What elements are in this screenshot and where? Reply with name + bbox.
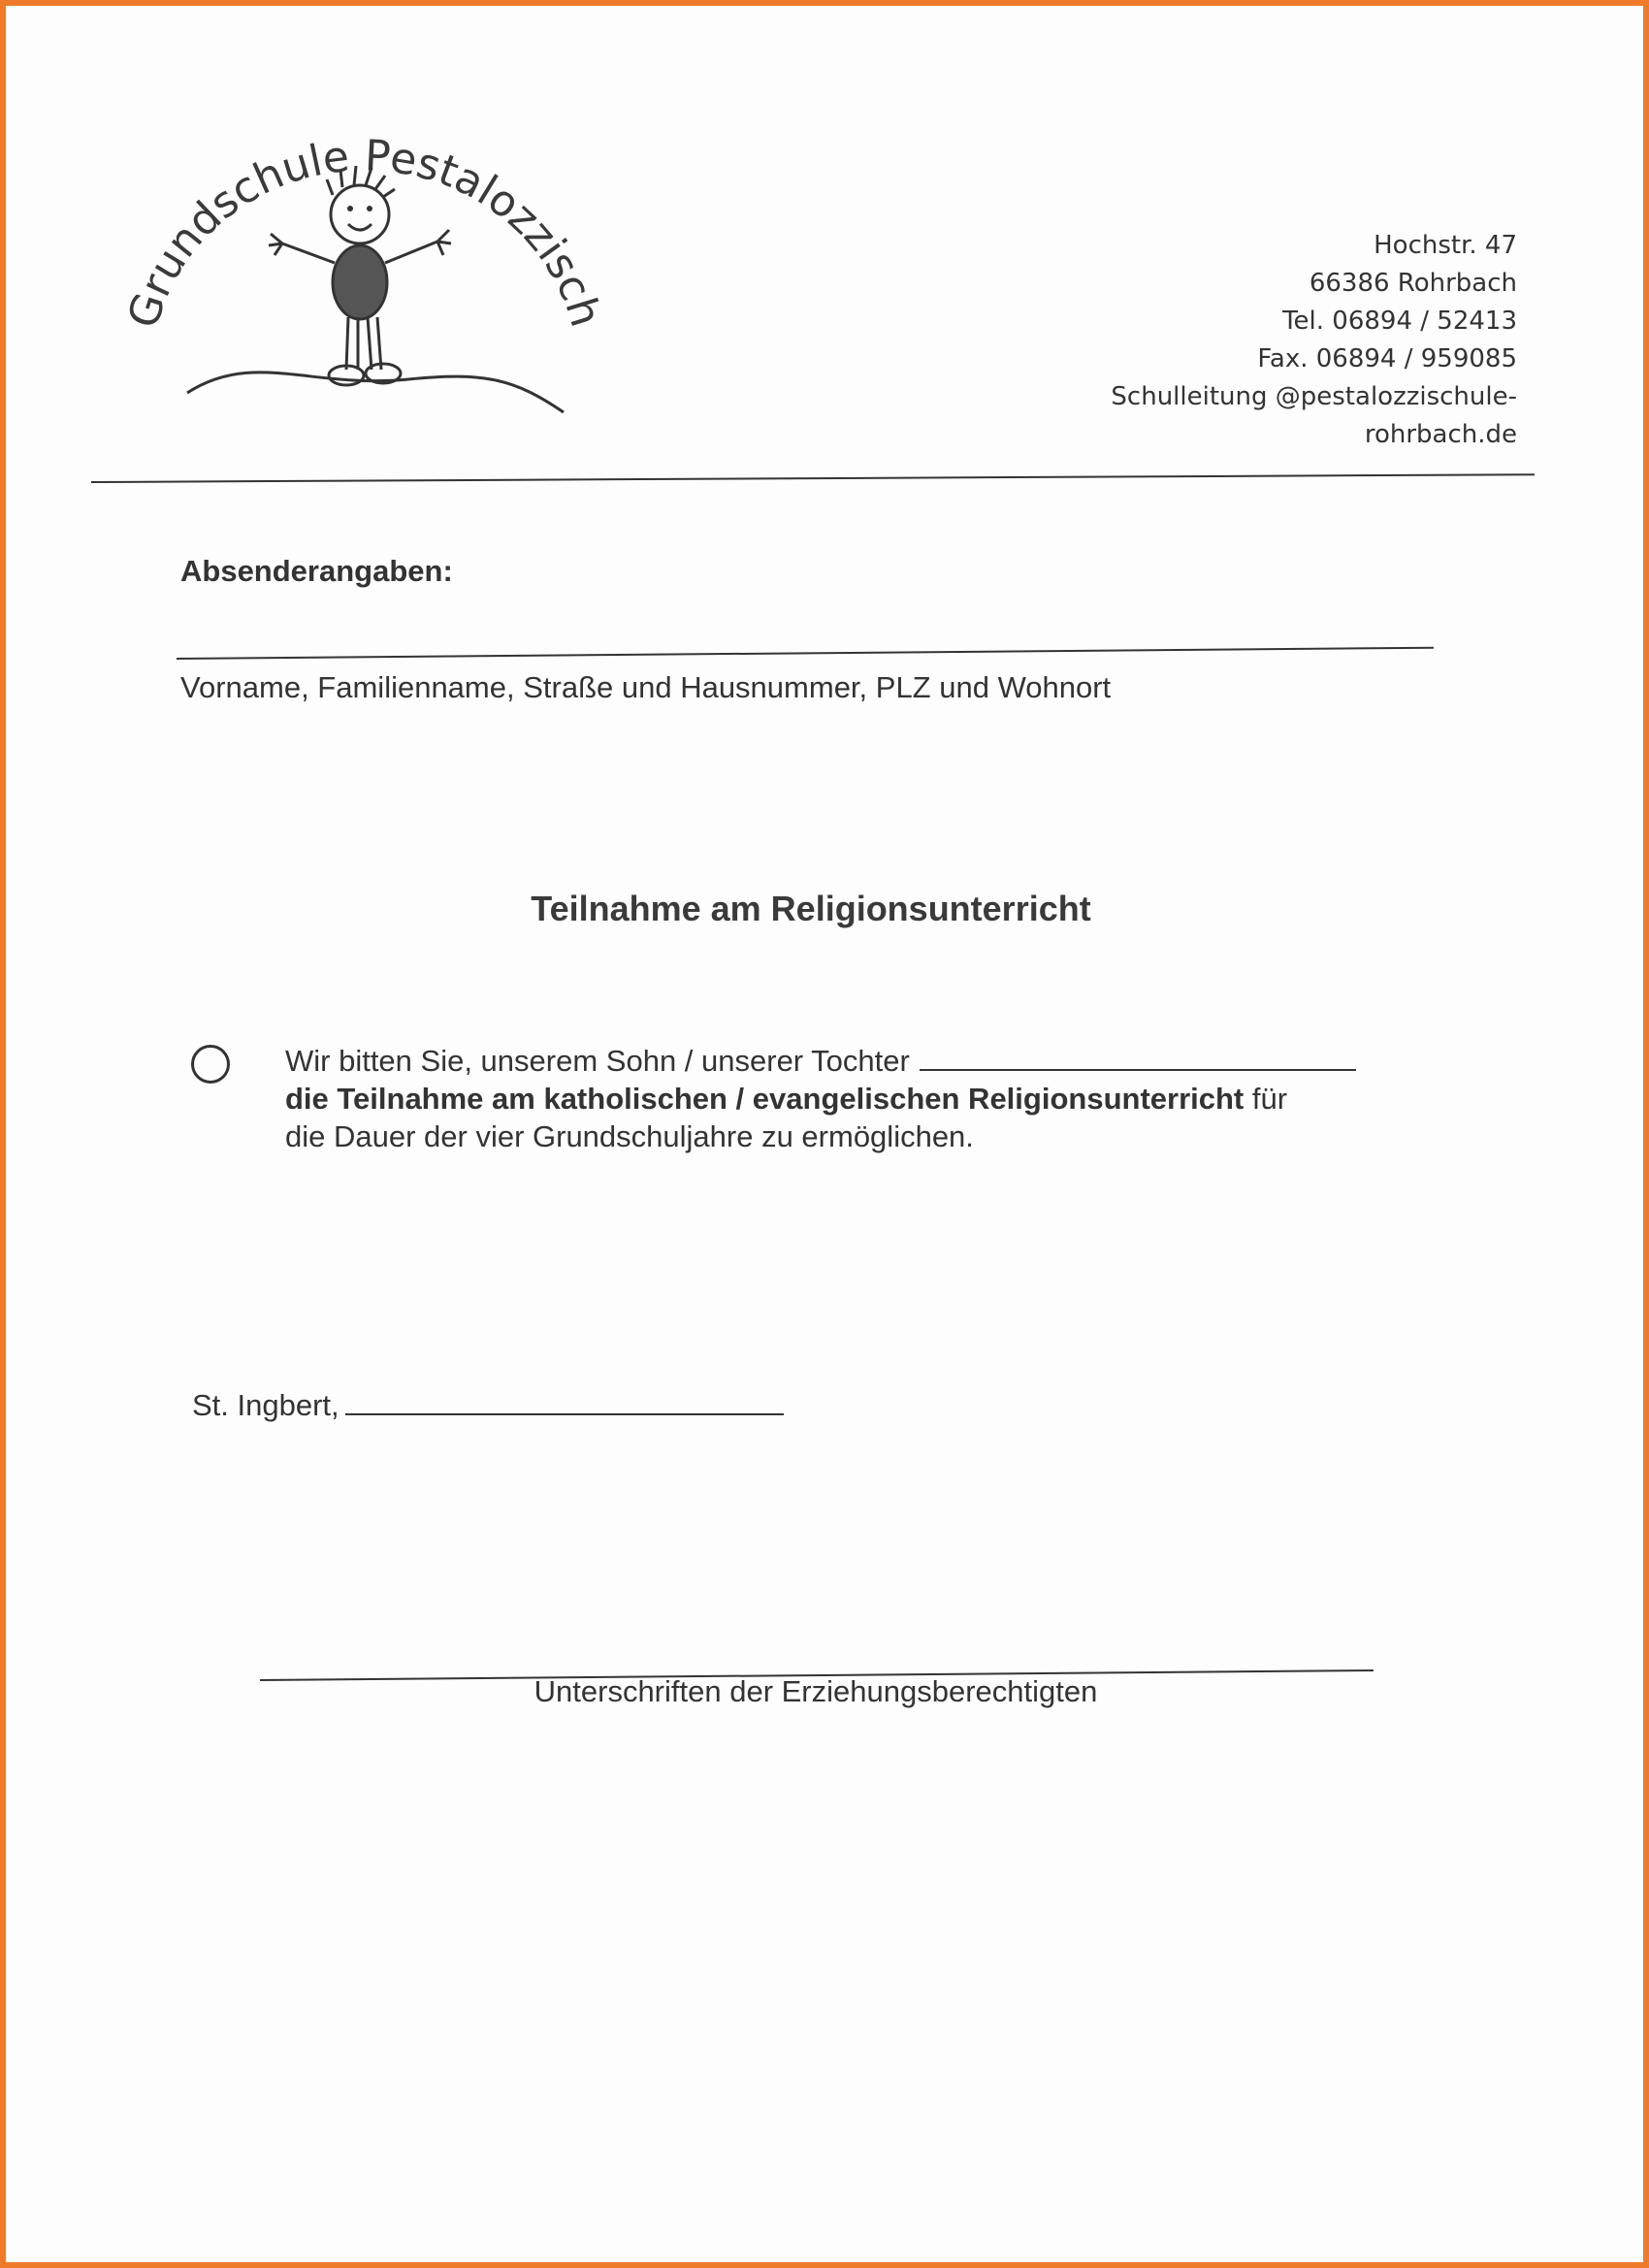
sender-hint: Vorname, Familienname, Straße und Hausnummer, PLZ und Wohnort [180,670,1112,704]
form-title: Teilnahme am Religionsunterricht [531,889,1091,928]
signature-caption: Unterschriften der Erziehungsberechtigten [534,1674,1098,1708]
address-city: 66386 Rohrbach [1309,269,1517,298]
request-text [285,1042,1356,1155]
school-logo [117,88,622,428]
place-label: St. Ingbert, [192,1388,340,1422]
child-figure-icon [117,88,622,428]
request-line1: Wir bitten Sie, unserem Sohn / unserer Tochter [285,1044,910,1078]
participation-radio[interactable] [191,1045,230,1084]
child-name-line[interactable] [920,1042,1356,1071]
request-after-bold: für [1244,1082,1288,1116]
address-email-line1: Schulleitung @pestalozzischule- [1111,382,1517,411]
request-line3: die Dauer der vier Grundschuljahre zu ermöglichen. [285,1119,974,1153]
address-street: Hochstr. 47 [1374,231,1517,260]
place-date [192,1386,784,1423]
request-bold-text: die Teilnahme am katholischen / evangelischen Religionsunterricht [285,1082,1245,1116]
svg-text:Grundschule Pestalozzischule: Grundschule Pestalozzisch [118,131,611,335]
sender-heading: Absenderangaben: [180,554,453,588]
address-phone: Tel. 06894 / 52413 [1282,307,1517,336]
date-line[interactable] [345,1386,784,1415]
address-fax: Fax. 06894 / 959085 [1257,344,1517,373]
sender-input-line[interactable] [177,647,1434,660]
address-email-line2: rohrbach.de [1364,420,1517,449]
school-address [1111,227,1517,454]
header-divider [91,473,1535,483]
